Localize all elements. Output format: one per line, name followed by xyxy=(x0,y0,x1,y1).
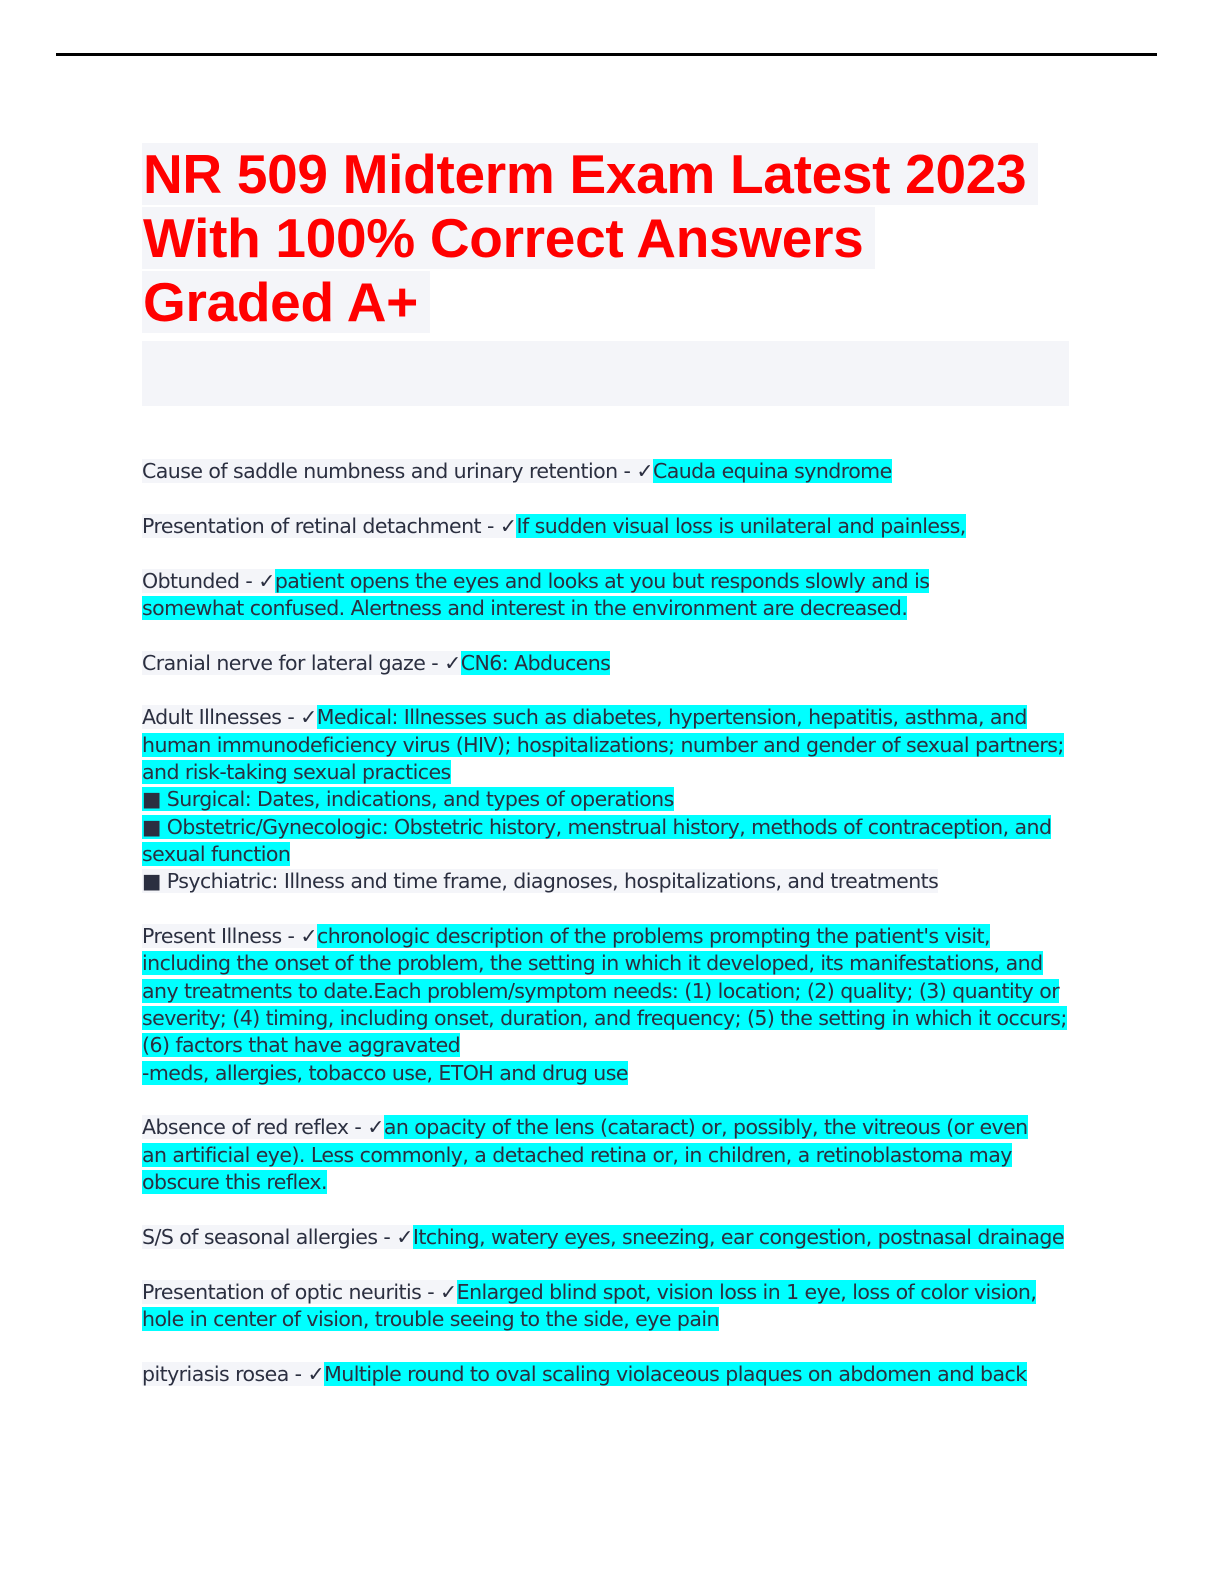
answer-text: Multiple round to oval scaling violaceous plaques on abdomen and back xyxy=(324,1361,1027,1386)
answer-line-surgical: ■ Surgical: Dates, indications, and types of operations xyxy=(142,787,674,812)
check-icon: ✓ xyxy=(300,705,317,730)
question-text: Obtunded - ✓ xyxy=(142,568,275,593)
qa-item xyxy=(142,513,1072,540)
check-icon: ✓ xyxy=(300,924,318,949)
qa-item xyxy=(142,458,1072,485)
question-text: Presentation of optic neuritis - ✓ xyxy=(142,1279,457,1304)
title-line-2: With 100% Correct Answers xyxy=(142,207,875,269)
answer-text: Itching, watery eyes, sneezing, ear congestion, postnasal drainage xyxy=(412,1224,1064,1249)
answer-text: chronologic description of the problems prompting the patient's visit, including the onset of the problem, the setting in which it developed, its manifestations, and any treatments to date.Each problem/symptom needs: (1) location; (2) quality; (3) quantity or severity; (4) timing, including onset, duration, and frequency; (5) the setting in which it occurs; (6) factors that have aggravated xyxy=(142,924,1067,1058)
question-text: Cranial nerve for lateral gaze - ✓ xyxy=(142,650,461,675)
qa-item xyxy=(142,568,1072,623)
answer-text: an opacity of the lens (cataract) or, possibly, the vitreous (or even an artificial eye). Less commonly, a detached retina or, in children, a retinoblastoma may obscure this reflex. xyxy=(142,1115,1028,1194)
question-text: S/S of seasonal allergies - ✓ xyxy=(142,1224,413,1249)
answer-line-psychiatric: ■ Psychiatric: Illness and time frame, diagnoses, hospitalizations, and treatments xyxy=(142,869,939,894)
document-title xyxy=(142,142,1082,334)
question-text: Adult Illnesses - ✓ xyxy=(142,705,317,730)
qa-item xyxy=(142,650,1072,677)
qa-item xyxy=(142,704,1072,895)
question-text: Cause of saddle numbness and urinary retention - ✓ xyxy=(142,459,653,483)
title-spacer-block xyxy=(142,341,1069,406)
answer-line-obstetric: ■ Obstetric/Gynecologic: Obstetric history, menstrual history, methods of contraception, and sexual function xyxy=(142,814,1052,866)
question-text: pityriasis rosea - ✓ xyxy=(142,1361,325,1386)
qa-item xyxy=(142,1361,1072,1388)
check-icon: ✓ xyxy=(440,1279,457,1304)
check-icon: ✓ xyxy=(499,513,517,538)
answer-text: Cauda equina syndrome xyxy=(652,459,892,483)
answer-line-meds: -meds, allergies, tobacco use, ETOH and drug use xyxy=(142,1060,628,1085)
question-text: Present Illness - ✓ xyxy=(142,924,318,949)
qa-item xyxy=(142,1224,1072,1251)
check-icon: ✓ xyxy=(307,1361,325,1386)
answer-text: Medical: Illnesses such as diabetes, hypertension, hepatitis, asthma, and human immunodeficiency virus (HIV); hospitalizations; number and gender of sexual partners; and risk-taking sexual practices xyxy=(142,705,1064,785)
answer-text: If sudden visual loss is unilateral and painless, xyxy=(516,513,966,538)
check-icon: ✓ xyxy=(444,650,461,675)
title-line-1: NR 509 Midterm Exam Latest 2023 xyxy=(142,143,1038,205)
qa-item xyxy=(142,923,1072,1087)
check-icon: ✓ xyxy=(367,1115,384,1140)
title-line-3: Graded A+ xyxy=(142,271,430,333)
check-icon: ✓ xyxy=(636,459,653,483)
qa-item xyxy=(142,1279,1072,1334)
question-text: Presentation of retinal detachment - ✓ xyxy=(142,513,517,538)
qa-list xyxy=(142,458,1072,1415)
answer-text: CN6: Abducens xyxy=(460,650,611,675)
question-text: Absence of red reflex - ✓ xyxy=(142,1115,384,1140)
answer-text: Enlarged blind spot, vision loss in 1 eye, loss of color vision, hole in center of vision, trouble seeing to the side, eye pain xyxy=(142,1279,1037,1331)
check-icon: ✓ xyxy=(258,568,275,593)
header-rule xyxy=(56,53,1157,56)
check-icon: ✓ xyxy=(396,1224,413,1249)
qa-item xyxy=(142,1114,1072,1196)
answer-text: patient opens the eyes and looks at you but responds slowly and is somewhat confused. Alertness and interest in the environment are decreased. xyxy=(142,568,930,620)
